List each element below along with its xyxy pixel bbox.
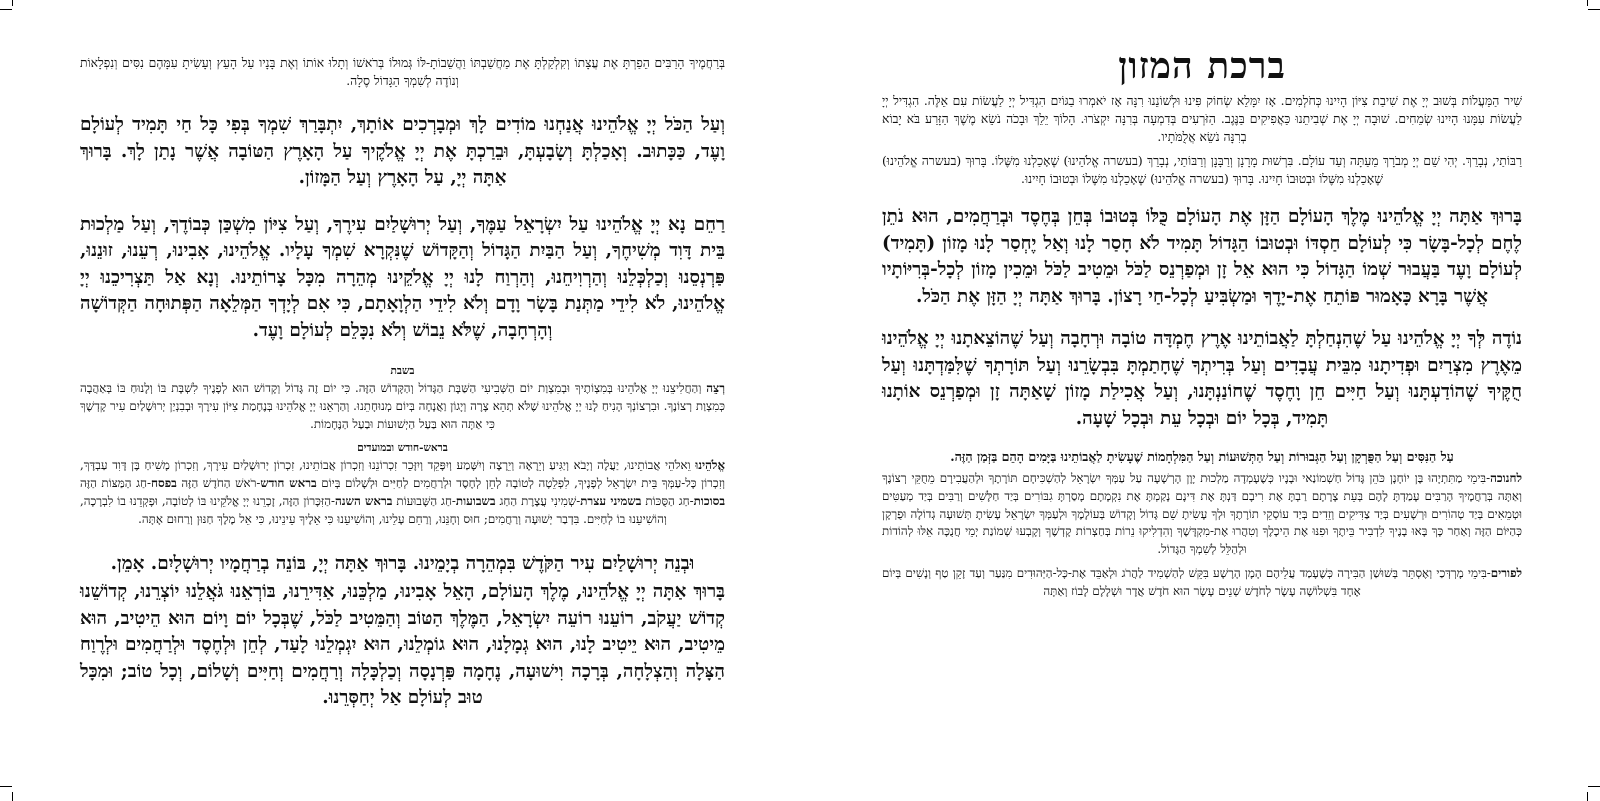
purim-continuation-paragraph: בְּרַחֲמֶיךָ הָרַבִּים הֵפַרְתָּ אֶת עֲצָתוֹ וְקִלְקַלְתָּ אֶת מַחֲשַׁבְתּוֹ וַהֲשֵׁבוֹתָ-לּוֹ גְּמוּלוֹ בְּרֹאשׁוֹ וְתָלוּ אוֹתוֹ וְאֶת בָּנָיו עַל הָעֵץ וְעָשִׂיתָ עִמָּהֶם נִסִּים וְנִפְלָאוֹת וְנוֹדֶה לְשִׁמְךָ הַגָּדוֹל סֶלָה.	[80, 56, 725, 88]
retzeh-paragraph	[80, 380, 725, 433]
paragraph-lead-word: רְצֵה	[706, 381, 725, 395]
crop-mark	[1588, 9, 1600, 10]
paragraph-text: וְהַחֲלִיצֵנוּ יְיָ אֱלֹהֵינוּ בְּמִצְוֹתֶיךָ וּבְמִצְוַת יוֹם הַשְּׁבִיעִי הַשַּׁבָּת הַגָּדוֹל וְהַקָּדוֹשׁ הַזֶּה. כִּי יוֹם זֶה גָּדוֹל וְקָדוֹשׁ הוּא לְפָנֶיךָ לִשְׁבָּת בּוֹ וְלָנוּחַ בּוֹ בְּאַהֲבָה כְּמִצְוַת רְצוֹנֶךָ. וּבִרְצוֹנְךָ הָנִיחַ לָנוּ יְיָ אֱלֹהֵינוּ שֶׁלֹּא תְהֵא צָרָה וְיָגוֹן וַאֲנָחָה בְּיוֹם מְנוּחָתֵנוּ. וְהַרְאֵנוּ יְיָ אֱלֹהֵינוּ בְּנֶחָמַת צִיּוֹן עִירֶךָ וּבְבִנְיַן יְרוּשָׁלַיִם עִיר קָדְשֶׁךָ כִּי אַתָּה הוּא בַּעַל הַיְשׁוּעוֹת וּבַעַל הַנֶּחָמוֹת.	[80, 381, 725, 431]
paragraph-lead-word: אֱלֹהֵינוּ	[695, 458, 726, 473]
right-page	[882, 0, 1522, 801]
paragraph-lead-word: נוֹדֶה	[1491, 328, 1523, 349]
paragraph-lead-word: בָּרוּךְ	[1490, 206, 1522, 227]
crop-mark	[0, 786, 12, 787]
left-page	[80, 0, 725, 801]
paragraph-lead-word: עַל הַנִּסִּים	[1406, 449, 1454, 464]
paragraph-text: -הַזִּכָּרוֹן הַזֶּה, זָכְרֵנוּ יְיָ אֱלֹקֵינוּ בּוֹ לְטוֹבָה, וּפָקְדֵנוּ בוֹ לִבְרָכָה, וְהוֹשִׁיעֵנוּ בוֹ לְחַיִּים. בִּדְבַר יְשׁוּעָה וְרַחֲמִים; חוּס וְחָנֵּנוּ, וְרַחֵם עָלֵינוּ, וְהוֹשִׁיעֵנוּ כִּי אֵלֶיךָ עֵינֵינוּ, כִּי אֵל מֶלֶךְ חַנּוּן וְרַחוּם אָתָּה.	[80, 493, 667, 526]
rosh-chodesh-heading: בראש-חודש ובמועדים	[357, 442, 448, 455]
paragraph-text: -חַג הַסֻּכּוֹת	[645, 493, 694, 508]
uvneh-paragraph	[80, 551, 725, 578]
paragraph-text: נָא יְיָ אֱלֹהֵינוּ עַל יִשְׂרָאֵל עַמֶּךָ, וְעַל יְרוּשָׁלַיִם עִירֶךָ, וְעַל צִיּוֹן מִשְׁכַּן כְּבוֹדֶךָ, וְעַל מַלְכוּת בֵּית דָּוִד מְשִׁיחֶךָ, וְעַל הַבַּיִת הַגָּדוֹל וְהַקָּדוֹשׁ שֶׁנִּקְרָא שִׁמְךָ עָלָיו. אֱלֹהֵינוּ, אָבִינוּ, רְעֵנוּ, זוּנֵנוּ, פַּרְנְסֵנוּ וְכַלְכְּלֵנוּ וְהַרְוִיחֵנוּ, וְהַרְוַח לָנוּ יְיָ אֱלֹקֵינוּ מְהֵרָה מִכָּל צָרוֹתֵינוּ. וְנָא אַל תַּצְרִיכֵנוּ יְיָ אֱלֹהֵינוּ, לֹא לִידֵי מַתְּנַת בָּשָׂר וָדָם וְלֹא לִידֵי הַלְוָאָתָם, כִּי אִם לְיָדְךָ הַמְּלֵאָה הַפְּתוּחָה הַקְּדוֹשָׁה וְהָרְחָבָה, שֶׁלֹּא נֵבוֹשׁ וְלֹא נִכָּלֵם לְעוֹלָם וָעֶד.	[80, 213, 725, 341]
paragraph-text: אַתָּה יְיָ אֱלֹהֵינוּ, מֶלֶךְ הָעוֹלָם, הָאֵל אָבִינוּ, מַלְכֵּנוּ, אַדִּירֵנוּ, בּוֹרְאֵנוּ גֹּאֲלֵנוּ יוֹצְרֵנוּ, קְדוֹשֵׁנוּ קְדוֹשׁ יַעֲקֹב, רוֹעֵנוּ רוֹעֵה יִשְׂרָאֵל, הַמֶּלֶךְ הַטּוֹב וְהַמֵּטִיב לַכֹּל, שֶׁבְּכָל יוֹם וָיוֹם הוּא הֵיטִיב, הוּא מֵיטִיב, הוּא יֵיטִיב לָנוּ, הוּא גְמָלָנוּ, הוּא גוֹמְלֵנוּ, הוּא יִגְמְלֵנוּ לָעַד, לְחֵן וּלְחֶסֶד וּלְרַחֲמִים וּלְרֶוַח הַצָּלָה וְהַצְלָחָה, בְּרָכָה וִישׁוּעָה, נֶחָמָה פַּרְנָסָה וְכַלְכָּלָה וְרַחֲמִים וְחַיִּים וְשָׁלוֹם, וְכָל טוֹב; וּמִכָּל טוּב לְעוֹלָם אַל יְחַסְּרֵנוּ.	[80, 581, 725, 709]
purim-paragraph	[882, 565, 1522, 601]
crop-mark	[12, 792, 13, 801]
occasion-label: לחנוכה	[1490, 471, 1522, 485]
paragraph-text: הַכֹּל יְיָ אֱלֹהֵינוּ אֲנַחְנוּ מוֹדִים לָךְ וּמְבָרְכִים אוֹתָךְ, יִתְבָּרַךְ שִׁמְךָ בְּפִי כָּל חַי תָּמִיד לְעוֹלָם וָעֶד, כַּכָּתוּב. וְאָכַלְתָּ וְשָׂבָעְתָּ, וּבֵרַכְתָּ אֶת יְיָ אֱלֹקֶיךָ עַל הָאָרֶץ הַטּוֹבָה אֲשֶׁר נָתַן לָךְ. בָּרוּךְ אַתָּה יְיָ, עַל הָאָרֶץ וְעַל הַמָּזוֹן.	[80, 114, 725, 188]
paragraph-text: -חַג הַמַּצּוֹת הַזֶּה	[80, 476, 152, 491]
al-hanisim-paragraph	[882, 448, 1522, 465]
paragraph-lead-word: וְעַל	[701, 114, 726, 135]
paragraph-text: -בִּימֵי מַתִּתְיָהוּ בֶּן יוֹחָנָן כֹּהֵן גָּדוֹל חַשְׁמוֹנַאי וּבָנָיו כְּשֶׁעָמְדָה מַלְכוּת יָוָן הָרְשָׁעָה עַל עַמְּךָ יִשְׂרָאֵל לְהַשְׁכִּיחָם תּוֹרָתֶךָ וּלְהַעֲבִירָם מֵחֻקֵּי רְצוֹנֶךָ וְאַתָּה בְּרַחֲמֶיךָ הָרַבִּים עָמַדְתָּ לָהֶם בְּעֵת צָרָתָם רַבְתָּ אֶת רִיבָם דַּנְתָּ אֶת דִּינָם נָקַמְתָּ אֶת נִקְמָתָם מָסַרְתָּ גִבּוֹרִים בְּיַד חַלָּשִׁים וְרַבִּים בְּיַד מְעַטִּים וּטְמֵאִים בְּיַד טְהוֹרִים וּרְשָׁעִים בְּיַד צַדִּיקִים וְזֵדִים בְּיַד עוֹסְקֵי תוֹרָתֶךָ וּלְךָ עָשִׂיתָ שֵׁם גָּדוֹל וְקָדוֹשׁ בְּעוֹלָמֶךָ וּלְעַמְּךָ יִשְׂרָאֵל עָשִׂיתָ תְּשׁוּעָה גְדוֹלָה וּפֻרְקָן כְּהַיּוֹם הַזֶּה וְאַחַר כָּךְ בָּאוּ בָנֶיךָ לִדְבִיר בֵּיתֶךָ וּפִנּוּ אֶת הֵיכָלֶךָ וְטִהֲרוּ אֶת-מִקְדָּשֶׁךָ וְהִדְלִיקוּ נֵרוֹת בְּחַצְרוֹת קָדְשֶׁךָ וְקָבְעוּ שְׁמוֹנַת יְמֵי חֲנֻכָּה אֵלּוּ לְהוֹדוֹת וּלְהַלֵּל לְשִׁמְךָ הַגָּדוֹל.	[882, 471, 1522, 557]
paragraph-lead-word: בָּרוּךְ	[693, 581, 725, 603]
shabbat-heading: בשבת	[390, 365, 415, 377]
paragraph-text: אַתָּה יְיָ אֱלֹהֵינוּ מֶלֶךְ הָעוֹלָם הַזָּן אֶת הָעוֹלָם כֻּלּוֹ בְּטוּבוֹ בְּחֵן בְּחֶסֶד וּבְרַחֲמִים, הוּא נֹתֵן לֶחֶם לְכָל-בָּשָׂר כִּי לְעוֹלָם חַסְדּוֹ וּבְטוּבוֹ הַגָּדוֹל תָּמִיד לֹא חָסַר לָנוּ וְאַל יֶחְסַר לָנוּ מָזוֹן (תָּמִיד) לְעוֹלָם וָעֶד בַּעֲבוּר שְׁמוֹ הַגָּדוֹל כִּי הוּא אֵל זָן וּמְפַרְנֵס לַכֹּל וּמֵטִיב לַכֹּל וּמֵכִין מָזוֹן לְכָל-בְּרִיּוֹתָיו אֲשֶׁר בָּרָא כָּאָמוּר פּוֹתֵחַ אֶת-יָדֶךָ וּמַשְׂבִּיעַ לְכָל-חַי רָצוֹן. בָּרוּךְ אַתָּה יְיָ הַזָּן אֶת הַכֹּל.	[882, 206, 1522, 307]
paragraph-text: יְרוּשָׁלַיִם עִיר הַקֹּדֶשׁ בִּמְהֵרָה בְיָמֵינוּ. בָּרוּךְ אַתָּה יְיָ, בּוֹנֵה בְרַחֲמָיו יְרוּשָׁלָיִם. אָמֵן.	[110, 552, 658, 574]
crop-mark	[0, 9, 12, 10]
shir-hamaalot-paragraph: שִׁיר הַמַּעֲלוֹת בְּשׁוּב יְיָ אֶת שִׁיבַת צִיּוֹן הָיִינוּ כְּחֹלְמִים. אָז יִמָּלֵא שְׂחוֹק פִּינוּ וּלְשׁוֹנֵנוּ רִנָּה אָז יֹאמְרוּ בַגּוֹיִם הִגְדִּיל יְיָ לַעֲשׂוֹת עִם אֵלֶּה. הִגְדִּיל יְיָ לַעֲשׂוֹת עִמָּנוּ הָיִינוּ שְׂמֵחִים. שׁוּבָה יְיָ אֶת שְׁבִיתֵנוּ כַּאֲפִיקִים בַּנֶּגֶב. הַזֹּרְעִים בְּדִמְעָה בְּרִנָּה יִקְצֹרוּ. הָלוֹךְ יֵלֵךְ וּבָכֹה נֹשֵׂא מֶשֶׁךְ הַזָּרַע בֹּא יָבוֹא בְרִנָּה נֹשֵׂא אֲלֻמֹּתָיו.	[882, 94, 1522, 144]
page-title: ברכת המזון	[1118, 45, 1286, 87]
hatov-vehametiv-paragraph	[80, 579, 725, 712]
paragraph-text: -שְׁמִינִי עֲצֶרֶת הַחַג	[499, 493, 581, 508]
occasion-label: בראש השנה	[335, 493, 393, 508]
paragraph-text: -בִּימֵי מָרְדְּכַי וְאֶסְתֵּר בְּשׁוּשַׁן הַבִּירָה כְּשֶׁעָמַד עֲלֵיהֶם הָמָן הָרָשָׁע בִּקֵּשׁ לְהַשְׁמִיד לַהֲרֹג וּלְאַבֵּד אֶת-כָּל-הַיְּהוּדִים מִנַּעַר וְעַד זָקֵן טַף וְנָשִׁים בְּיוֹם אֶחָד בִּשְׁלוֹשָׁה עָשָׂר לְחֹדֶשׁ שְׁנֵים עָשָׂר הוּא חֹדֶשׁ אֲדָר וּשְׁלָלָם לָבוֹז וְאַתָּה	[882, 565, 1491, 598]
chanukah-paragraph	[882, 470, 1522, 559]
crop-mark	[1588, 786, 1600, 787]
paragraph-lead-word: וּבְנֵה	[664, 552, 695, 574]
rachem-paragraph	[80, 212, 725, 345]
paragraph-text: וֵאלֹהֵי אֲבוֹתֵינוּ, יַעֲלֶה וְיָבֹא וְיַגִּיעַ וְיֵרָאֶה וְיֵרָצֶה וְיִשָּׁמַע וְיִפָּקֵד וְיִזָּכֵר זִכְרוֹנֵנוּ וְזִכְרוֹן אֲבוֹתֵינוּ, זִכְרוֹן יְרוּשָׁלַיִם עִירָךְ, וְזִכְרוֹן מָשִׁיחַ בֶּן דָּוִד עַבְדָּךְ, וְזִכְרוֹן כָּל-עַמְּךָ בֵּית יִשְׂרָאֵל לְפָנֶיךָ, לִפְלֵטָה לְטוֹבָה לְחֵן לְחֶסֶד וּלְרַחֲמִים לְחַיִּים וּלְשָׁלוֹם בְּיוֹם	[80, 458, 725, 491]
paragraph-text: -רֹאשׁ הַחֹדֶשׁ הַזֶּה	[181, 476, 261, 491]
zimun-paragraph: רַבּוֹתַי, נְבָרֵךְ. יְהִי שֵׁם יְיָ מְבֹרָךְ מֵעַתָּה וְעַד עוֹלָם. בִּרְשׁוּת מָרָנָן וְרַבָּנָן וְרַבּוֹתַי, נְבָרֵךְ (בעשרה אֱלֹהֵינוּ) שֶׁאָכַלְנוּ מִשֶּׁלוֹ. בָּרוּךְ (בעשרה אֱלֹהֵינוּ) שֶׁאָכַלְנוּ מִשֶּׁלוֹ וּבְטוּבוֹ חָיִינוּ. בָּרוּךְ (בעשרה אֱלֹהֵינוּ) שֶׁאָכַלְנוּ מִשֶּׁלוֹ וּבְטוּבוֹ חָיִינוּ.	[882, 154, 1522, 186]
yaaleh-veyavo-paragraph	[80, 457, 725, 528]
paragraph-text: לְּךָ יְיָ אֱלֹהֵינוּ עַל שֶׁהִנְחַלְתָּ לַאֲבוֹתֵינוּ אֶרֶץ חֶמְדָּה טוֹבָה וּרְחָבָה וְעַל שֶׁהוֹצֵאתָנוּ יְיָ אֱלֹהֵינוּ מֵאֶרֶץ מִצְרַיִם וּפְדִיתָנוּ מִבֵּית עֲבָדִים וְעַל בְּרִיתְךָ שֶׁחָתַמְתָּ בִּבְשָׂרֵנוּ וְעַל תּוֹרָתְךָ שֶׁלִּמַּדְתָּנוּ וְעַל חֻקֶּיךָ שֶׁהוֹדַעְתָּנוּ וְעַל חַיִּים חֵן וָחֶסֶד שֶׁחוֹנַנְתָּנוּ, וְעַל אֲכִילַת מָזוֹן שָׁאַתָּה זָן וּמְפַרְנֵס אוֹתָנוּ תָּמִיד, בְּכָל יוֹם וּבְכָל עֵת וּבְכָל שָׁעָה.	[882, 328, 1522, 429]
paragraph-lead-word: רַחֵם	[693, 213, 725, 235]
nodeh-paragraph	[882, 326, 1522, 432]
paragraph-text: וְעַל הַפֻּרְקָן וְעַל הַגְּבוּרוֹת וְעַל הַתְּשׁוּעוֹת וְעַל הַמִּלְחָמוֹת שֶׁעָשִׂיתָ לַאֲבוֹתֵינוּ בַּיָּמִים הָהֵם בַּזְּמַן הַזֶּה.	[950, 449, 1403, 464]
occasion-label: בשמיני עצרת	[580, 493, 642, 508]
hazan-paragraph	[882, 204, 1522, 310]
occasion-label: בראש חודש	[260, 476, 317, 491]
crop-mark	[1587, 792, 1588, 801]
veal-hakol-paragraph	[80, 112, 725, 192]
paragraph-text: -חַג הַשָּׁבוּעוֹת	[396, 493, 456, 508]
occasion-label: לפורים	[1490, 565, 1522, 580]
crop-mark	[12, 0, 13, 6]
occasion-label: בסוכות	[693, 493, 726, 508]
occasion-label: בשבועות	[455, 493, 496, 508]
occasion-label: בפסח	[151, 476, 177, 491]
crop-mark	[1587, 0, 1588, 6]
